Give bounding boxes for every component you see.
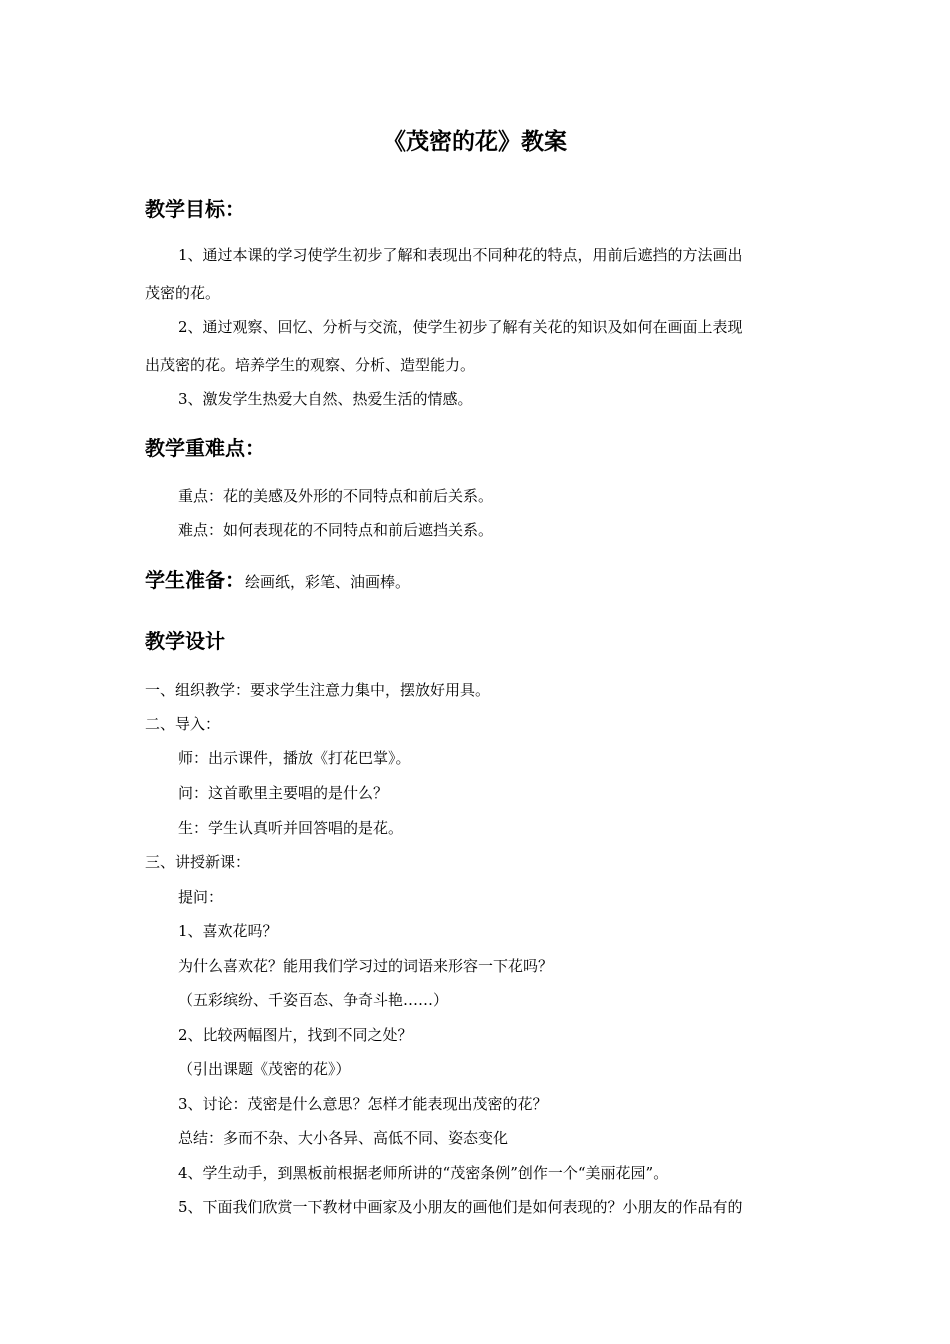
design-line: 3、讨论：茂密是什么意思？怎样才能表现出茂密的花？ <box>178 1095 548 1113</box>
design-line: 提问： <box>178 888 224 906</box>
design-line: （五彩缤纷、千姿百态、争奇斗艳……） <box>178 991 449 1009</box>
objective-2-line-1: 2、通过观察、回忆、分析与交流，使学生初步了解有关花的知识及如何在画面上表现 <box>178 318 743 336</box>
design-line: 二、导入： <box>145 715 221 733</box>
key-point-difficulty: 难点：如何表现花的不同特点和前后遮挡关系。 <box>178 521 494 539</box>
objective-3: 3、激发学生热爱大自然、热爱生活的情感。 <box>178 390 473 408</box>
design-line: 师：出示课件，播放《打花巴掌》。 <box>178 749 411 767</box>
design-line: 1、喜欢花吗？ <box>178 922 278 940</box>
design-line: 生：学生认真听并回答唱的是花。 <box>178 819 404 837</box>
objective-2-line-2: 出茂密的花。培养学生的观察、分析、造型能力。 <box>145 356 476 374</box>
objective-1-line-2: 茂密的花。 <box>145 284 221 302</box>
design-line: （引出课题《茂密的花》） <box>178 1060 351 1078</box>
preparation-line <box>145 566 410 596</box>
preparation-heading: 学生准备： <box>145 568 245 592</box>
key-points-heading: 教学重难点： <box>145 436 265 460</box>
key-point-focus: 重点：花的美感及外形的不同特点和前后关系。 <box>178 487 494 505</box>
design-line: 总结：多而不杂、大小各异、高低不同、姿态变化 <box>178 1129 509 1147</box>
design-line: 5、下面我们欣赏一下教材中画家及小朋友的画他们是如何表现的？小朋友的作品有的 <box>178 1198 743 1216</box>
design-line: 问：这首歌里主要唱的是什么？ <box>178 784 389 802</box>
design-line: 为什么喜欢花？能用我们学习过的词语来形容一下花吗？ <box>178 957 554 975</box>
document-title: 《茂密的花》教案 <box>383 129 567 155</box>
objectives-heading: 教学目标： <box>145 197 245 221</box>
preparation-items: 绘画纸，彩笔、油画棒。 <box>245 573 411 591</box>
design-heading: 教学设计 <box>145 629 225 653</box>
design-line: 2、比较两幅图片，找到不同之处？ <box>178 1026 413 1044</box>
objective-1-line-1: 1、通过本课的学习使学生初步了解和表现出不同种花的特点，用前后遮挡的方法画出 <box>178 246 743 264</box>
design-line: 4、学生动手，到黑板前根据老师所讲的“茂密条例”创作一个“美丽花园”。 <box>178 1164 669 1182</box>
design-line: 一、组织教学：要求学生注意力集中，摆放好用具。 <box>145 681 491 699</box>
design-line: 三、讲授新课： <box>145 853 251 871</box>
